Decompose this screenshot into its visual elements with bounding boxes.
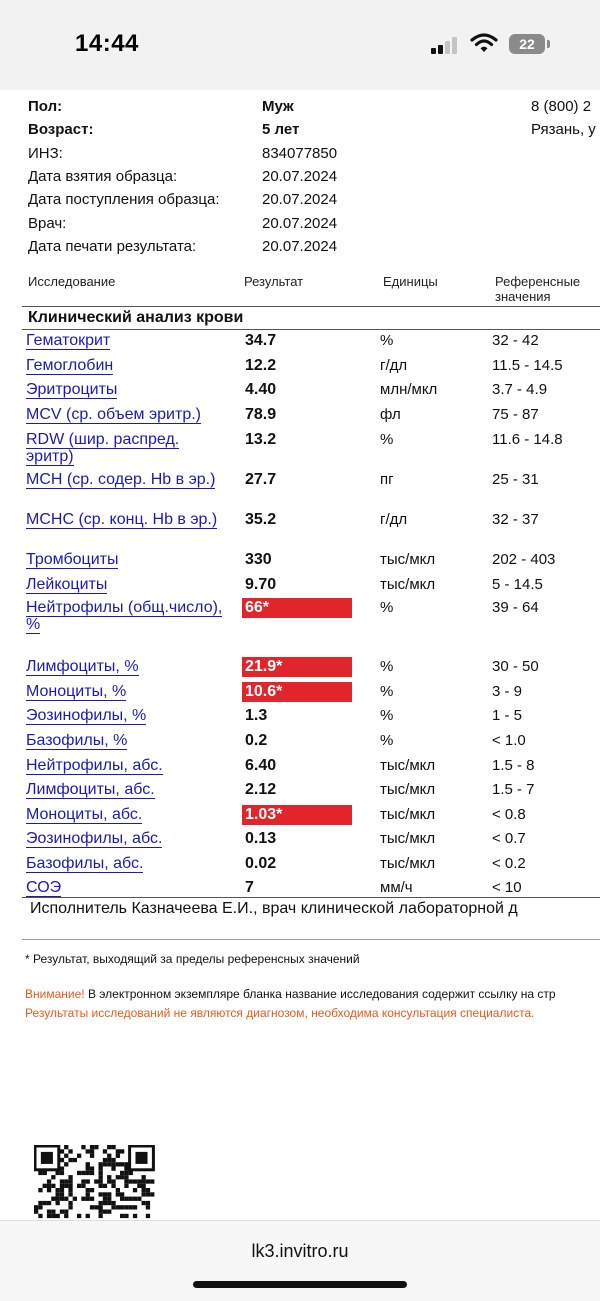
info-label: Пол: (28, 98, 63, 115)
result-value: 7 (245, 879, 254, 896)
test-name-link[interactable] (26, 830, 226, 847)
test-name: Моноциты, % (26, 683, 127, 700)
result-unit: % (380, 431, 394, 448)
test-name-link[interactable] (26, 357, 226, 374)
lab-address: Рязань, у (531, 121, 596, 138)
status-bar (0, 0, 600, 90)
header-units: Единицы (383, 274, 438, 289)
battery-icon (509, 34, 545, 54)
test-name: Тромбоциты (26, 551, 119, 568)
info-label: Дата поступления образца: (28, 191, 220, 208)
test-name-link[interactable] (26, 576, 226, 593)
test-name-link[interactable] (26, 658, 226, 675)
result-value-flagged: 66* (242, 598, 352, 618)
test-name-link[interactable] (26, 707, 226, 724)
test-name-link[interactable] (26, 406, 226, 423)
info-label: Возраст: (28, 121, 94, 138)
result-unit: млн/мкл (380, 381, 438, 398)
reference-range: 1 - 5 (492, 707, 523, 724)
test-name-link[interactable] (26, 757, 226, 774)
battery-tip (547, 40, 550, 48)
reference-range: 75 - 87 (492, 406, 539, 423)
result-value: 9.70 (245, 576, 277, 593)
info-label: Дата взятия образца: (28, 168, 178, 185)
test-name-link[interactable] (26, 551, 226, 568)
result-unit: тыс/мкл (380, 781, 436, 798)
home-indicator[interactable] (193, 1281, 407, 1288)
footer-divider (22, 939, 600, 940)
result-unit: тыс/мкл (380, 757, 436, 774)
result-value: 35.2 (245, 511, 277, 528)
header-reference (495, 274, 580, 304)
reference-range: < 0.2 (492, 855, 526, 872)
reference-range: 5 - 14.5 (492, 576, 543, 593)
result-unit: % (380, 707, 394, 724)
reference-range: 3 - 9 (492, 683, 523, 700)
test-name: Лимфоциты, % (26, 658, 139, 675)
test-name: Гематокрит (26, 332, 111, 349)
test-name-link[interactable] (26, 806, 226, 823)
header-reference-line2: значения (495, 289, 551, 304)
test-name: Гемоглобин (26, 357, 114, 374)
address-bar-url[interactable]: lk3.invitro.ru (251, 1241, 349, 1261)
reference-range: < 10 (492, 879, 522, 896)
result-unit: % (380, 683, 394, 700)
result-unit: пг (380, 471, 394, 488)
info-value: 834077850 (262, 145, 338, 162)
result-unit: тыс/мкл (380, 576, 436, 593)
battery-level: 22 (519, 36, 535, 52)
header-study: Исследование (28, 274, 116, 289)
test-name-link[interactable] (26, 879, 226, 896)
reference-range: 3.7 - 4.9 (492, 381, 548, 398)
result-value: 0.2 (245, 732, 268, 749)
test-name-link[interactable] (26, 471, 226, 488)
reference-range: 202 - 403 (492, 551, 556, 568)
header-result: Результат (244, 274, 304, 289)
lab-report-document (0, 90, 600, 1220)
result-value: 27.7 (245, 471, 277, 488)
result-unit: г/дл (380, 357, 408, 374)
result-unit: % (380, 599, 394, 616)
reference-range: 32 - 37 (492, 511, 539, 528)
test-name-link[interactable] (26, 431, 226, 465)
test-name: Нейтрофилы (общ.число), % (26, 599, 223, 633)
result-value: 330 (245, 551, 272, 568)
qr-code[interactable] (34, 1145, 158, 1220)
test-name: Лейкоциты (26, 576, 108, 593)
result-unit: тыс/мкл (380, 806, 436, 823)
reference-range: 32 - 42 (492, 332, 539, 349)
info-value: Муж (262, 98, 294, 115)
result-value: 6.40 (245, 757, 277, 774)
test-name: Эозинофилы, абс. (26, 830, 163, 847)
test-name-link[interactable] (26, 599, 226, 633)
test-name-link[interactable] (26, 511, 226, 528)
test-name: Эозинофилы, % (26, 707, 147, 724)
test-name-link[interactable] (26, 381, 226, 398)
result-unit: тыс/мкл (380, 551, 436, 568)
test-name-link[interactable] (26, 732, 226, 749)
section-title: Клинический анализ крови (28, 309, 244, 326)
test-name: RDW (шир. распред. эритр) (26, 431, 180, 465)
test-name: MCHC (ср. конц. Hb в эр.) (26, 511, 218, 528)
reference-range: 30 - 50 (492, 658, 539, 675)
result-value: 13.2 (245, 431, 277, 448)
result-unit: фл (380, 406, 401, 423)
warning-line (25, 987, 556, 1001)
info-value: 5 лет (262, 121, 300, 138)
reference-range: 11.6 - 14.8 (492, 431, 563, 448)
result-unit: мм/ч (380, 879, 413, 896)
result-value: 2.12 (245, 781, 277, 798)
result-value: 0.02 (245, 855, 277, 872)
warning-label: Внимание! (25, 987, 85, 1001)
test-name: СОЭ (26, 879, 62, 896)
test-name-link[interactable] (26, 332, 226, 349)
reference-range: 39 - 64 (492, 599, 539, 616)
test-name: Базофилы, абс. (26, 855, 144, 872)
info-label: Врач: (28, 215, 67, 232)
disclaimer-line: Результаты исследований не являются диагнозом, необходима консультация специалиста. (25, 1006, 535, 1020)
section-divider (22, 329, 600, 330)
table-bottom-divider (22, 897, 600, 898)
executor-line: Исполнитель Казначеева Е.И., врач клинической лабораторной д (30, 900, 518, 917)
result-unit: % (380, 658, 394, 675)
reference-range: < 1.0 (492, 732, 526, 749)
reference-range: 1.5 - 7 (492, 781, 535, 798)
info-value: 20.07.2024 (262, 191, 338, 208)
result-value: 4.40 (245, 381, 277, 398)
status-time: 14:44 (75, 30, 139, 57)
reference-range: < 0.8 (492, 806, 526, 823)
result-unit: тыс/мкл (380, 855, 436, 872)
warning-text: В электронном экземпляре бланка название исследования содержит ссылку на стр (84, 987, 556, 1001)
test-name: Эритроциты (26, 381, 118, 398)
result-value-flagged: 10.6* (242, 682, 352, 702)
test-name: Нейтрофилы, абс. (26, 757, 163, 774)
info-value: 20.07.2024 (262, 215, 338, 232)
reference-range: 11.5 - 14.5 (492, 357, 563, 374)
reference-range: < 0.7 (492, 830, 526, 847)
result-unit: тыс/мкл (380, 830, 436, 847)
result-value: 78.9 (245, 406, 277, 423)
result-value: 34.7 (245, 332, 277, 349)
test-name-link[interactable] (26, 683, 226, 700)
test-name: Лимфоциты, абс. (26, 781, 155, 798)
result-value: 1.3 (245, 707, 268, 724)
result-unit: % (380, 732, 394, 749)
info-value: 20.07.2024 (262, 168, 338, 185)
result-value: 0.13 (245, 830, 277, 847)
reference-range: 1.5 - 8 (492, 757, 535, 774)
result-unit: г/дл (380, 511, 408, 528)
test-name: MCV (ср. объем эритр.) (26, 406, 201, 423)
result-value-flagged: 21.9* (242, 657, 352, 677)
result-value: 12.2 (245, 357, 277, 374)
info-label: ИНЗ: (28, 145, 63, 162)
test-name: Моноциты, абс. (26, 806, 143, 823)
browser-bottom-bar (0, 1220, 600, 1301)
result-value-flagged: 1.03* (242, 805, 352, 825)
info-label: Дата печати результата: (28, 238, 197, 255)
result-unit: % (380, 332, 394, 349)
footnote: * Результат, выходящий за пределы референсных значений (25, 952, 360, 966)
reference-range: 25 - 31 (492, 471, 539, 488)
header-divider (22, 306, 600, 307)
cellular-signal-icon (431, 36, 461, 54)
wifi-icon (470, 32, 498, 54)
info-value: 20.07.2024 (262, 238, 338, 255)
test-name: Базофилы, % (26, 732, 128, 749)
test-name-link[interactable] (26, 781, 226, 798)
header-reference-line1: Референсные (495, 274, 581, 289)
lab-phone: 8 (800) 2 (531, 98, 592, 115)
test-name: MCH (ср. содер. Hb в эр.) (26, 471, 216, 488)
test-name-link[interactable] (26, 855, 226, 872)
